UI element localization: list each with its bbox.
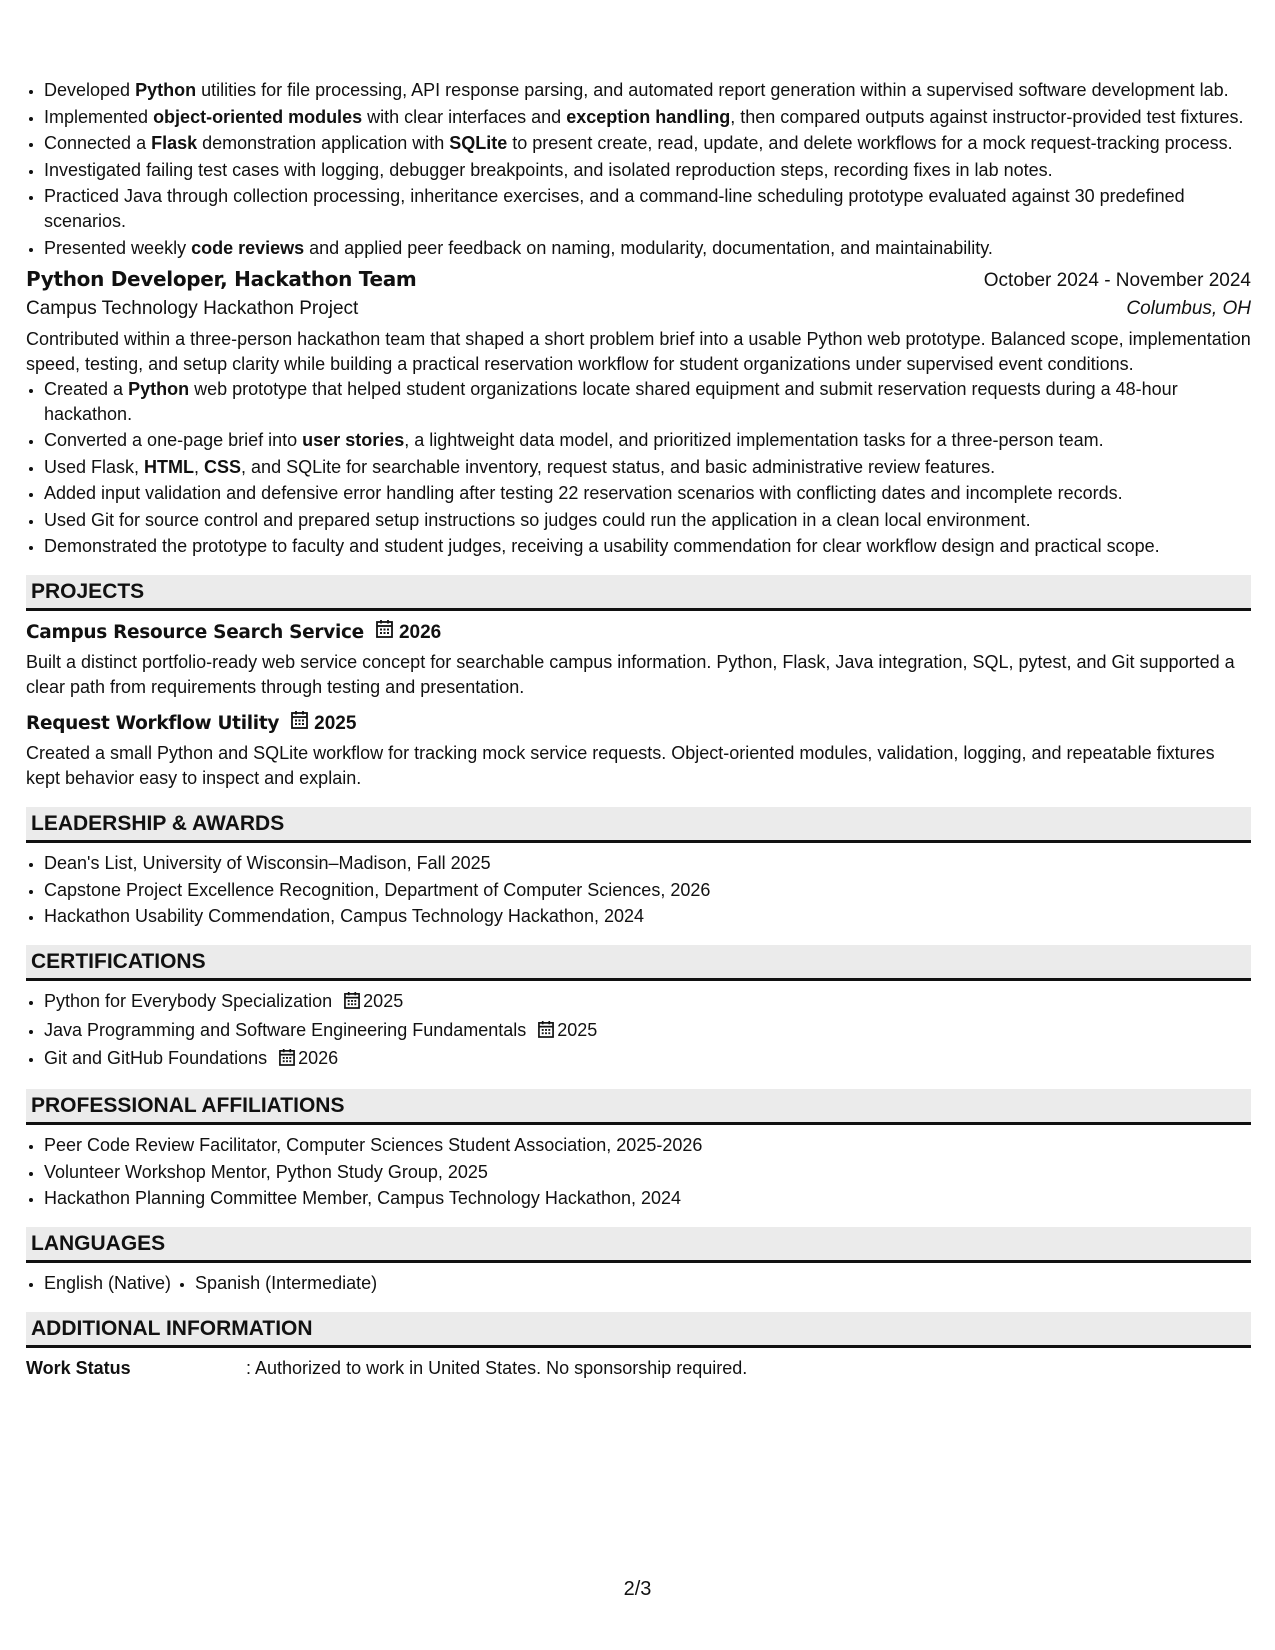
section-heading: LANGUAGES bbox=[26, 1227, 1251, 1263]
calendar-icon bbox=[538, 1020, 554, 1045]
section-heading: PROJECTS bbox=[26, 575, 1251, 611]
list-item: • Hackathon Planning Committee Member, Campus Technology Hackathon, 2024 bbox=[44, 1186, 1251, 1211]
list-item: • Spanish (Intermediate) bbox=[195, 1271, 377, 1296]
job-title: Python Developer, Hackathon Team bbox=[26, 266, 417, 291]
list-item: • Peer Code Review Facilitator, Computer Sciences Student Association, 2025-2026 bbox=[44, 1133, 1251, 1158]
list-item bbox=[44, 455, 1251, 480]
bold-text: CSS bbox=[204, 456, 242, 477]
text-run: Created a bbox=[44, 378, 129, 399]
project-year: 2026 bbox=[398, 621, 442, 643]
text-run: to present create, read, update, and delete workflows for a mock request-tracking process. bbox=[507, 133, 1233, 153]
certification-year: 2025 bbox=[363, 991, 404, 1011]
bold-text: HTML bbox=[144, 456, 195, 477]
affiliations-section bbox=[26, 1089, 1251, 1211]
info-value: : Authorized to work in United States. No sponsorship required. bbox=[246, 1358, 748, 1378]
job-summary: Contributed within a three-person hackathon team that shaped a short problem brief into a usable Python web prototype. Balanced scope, implementation speed, testing, and setup clarity while building a practical reservation workflow for student organizations under supervised event conditions. bbox=[26, 328, 1251, 374]
list-item: • Capstone Project Excellence Recognition, Department of Computer Sciences, 2026 bbox=[44, 878, 1251, 903]
section-heading: ADDITIONAL INFORMATION bbox=[26, 1312, 1251, 1348]
certifications-list bbox=[26, 989, 1251, 1073]
certification-name: Python for Everybody Specialization bbox=[44, 991, 333, 1011]
calendar-icon bbox=[376, 619, 393, 645]
job-organization: Campus Technology Hackathon Project bbox=[26, 297, 359, 319]
resume-page bbox=[26, 78, 1251, 1381]
job-location: Columbus, OH bbox=[1126, 297, 1251, 319]
list-item bbox=[44, 481, 1251, 506]
project-description: Created a small Python and SQLite workflow for tracking mock service requests. Object-oriented modules, validation, logging, and repeatable fixtures kept behavior easy to inspect and explain. bbox=[26, 743, 1215, 788]
certification-year: 2026 bbox=[298, 1048, 339, 1068]
list-item bbox=[44, 508, 1251, 533]
project-year: 2025 bbox=[314, 712, 357, 734]
text-run: Used Flask, bbox=[44, 456, 145, 477]
experience-bullet-list bbox=[26, 78, 1251, 261]
calendar-icon bbox=[279, 1048, 295, 1073]
languages-list bbox=[26, 1271, 1251, 1296]
job-header bbox=[26, 267, 1251, 293]
projects-section bbox=[26, 575, 1251, 791]
text-run: , a lightweight data model, and prioritized implementation tasks for a three-person team. bbox=[404, 430, 1104, 450]
list-item bbox=[44, 236, 1251, 261]
list-item bbox=[44, 534, 1251, 559]
affiliations-list bbox=[26, 1133, 1251, 1211]
text-run: Added input validation and defensive error handling after testing 22 reservation scenarios with conflicting dates and incomplete records. bbox=[44, 483, 1123, 503]
bold-text: code reviews bbox=[191, 237, 305, 258]
project-name: Request Workflow Utility bbox=[26, 712, 280, 734]
project-name: Campus Resource Search Service bbox=[26, 621, 364, 643]
bold-text: object-oriented modules bbox=[153, 106, 363, 127]
languages-section bbox=[26, 1227, 1251, 1296]
additional-info-section bbox=[26, 1312, 1251, 1381]
bold-text: SQLite bbox=[449, 133, 508, 153]
list-item bbox=[44, 1046, 1251, 1073]
list-item: • Hackathon Usability Commendation, Campus Technology Hackathon, 2024 bbox=[44, 904, 1251, 929]
leadership-section bbox=[26, 807, 1251, 929]
project-header bbox=[26, 619, 1251, 645]
section-heading: PROFESSIONAL AFFILIATIONS bbox=[26, 1089, 1251, 1125]
text-run: utilities for file processing, API response parsing, and automated report generation within a supervised software development lab. bbox=[196, 80, 1229, 100]
text-run: and applied peer feedback on naming, modularity, documentation, and maintainability. bbox=[304, 237, 993, 258]
bold-text: Python bbox=[128, 378, 190, 399]
text-run: Demonstrated the prototype to faculty and student judges, receiving a usability commendation for clear workflow design and practical scope. bbox=[44, 536, 1160, 556]
text-run: Investigated failing test cases with logging, debugger breakpoints, and isolated reproduction steps, recording fixes in lab notes. bbox=[44, 159, 1053, 180]
bold-text: exception handling bbox=[566, 106, 731, 127]
leadership-list bbox=[26, 851, 1251, 929]
text-run: Practiced Java through collection processing, inheritance exercises, and a command-line scheduling prototype evaluated against 30 predefined scenarios. bbox=[44, 186, 1185, 231]
text-run: with clear interfaces and bbox=[362, 106, 567, 127]
certification-name: Java Programming and Software Engineering Fundamentals bbox=[44, 1019, 527, 1040]
list-item bbox=[44, 989, 1251, 1016]
project-header bbox=[26, 710, 1251, 736]
text-run: Used Git for source control and prepared setup instructions so judges could run the application in a clean local environment. bbox=[44, 509, 1031, 530]
bold-text: user stories bbox=[302, 430, 405, 450]
list-item: • Dean's List, University of Wisconsin–Madison, Fall 2025 bbox=[44, 851, 1251, 876]
bold-text: Flask bbox=[151, 133, 198, 153]
text-run: , bbox=[194, 456, 205, 477]
bold-text: Python bbox=[135, 80, 197, 100]
text-run: web prototype that helped student organizations locate shared equipment and submit reservation requests during a 48-hour hackathon. bbox=[44, 378, 1178, 424]
job-subheader bbox=[26, 296, 1251, 321]
text-run: Presented weekly bbox=[44, 237, 192, 258]
certification-year: 2025 bbox=[557, 1019, 598, 1040]
list-item bbox=[44, 158, 1251, 183]
text-run: Implemented bbox=[44, 106, 154, 127]
text-run: Developed bbox=[44, 80, 136, 100]
list-item bbox=[44, 105, 1251, 130]
project-description: Built a distinct portfolio-ready web service concept for searchable campus information. Python, Flask, Java integration, SQL, pytest, and Git supported a clear path from requirements through testing and presentation. bbox=[26, 652, 1235, 697]
info-label: Work Status bbox=[26, 1358, 131, 1378]
job-bullet-list bbox=[26, 377, 1251, 560]
list-item bbox=[44, 1018, 1251, 1045]
list-item bbox=[44, 184, 1251, 234]
calendar-icon bbox=[344, 991, 360, 1016]
list-item: • English (Native) bbox=[44, 1271, 171, 1296]
certifications-section bbox=[26, 945, 1251, 1073]
text-run: demonstration application with bbox=[197, 133, 450, 153]
list-item bbox=[44, 131, 1251, 156]
section-heading: LEADERSHIP & AWARDS bbox=[26, 807, 1251, 843]
text-run: , then compared outputs against instructor-provided test fixtures. bbox=[730, 106, 1244, 127]
text-run: Connected a bbox=[44, 133, 152, 153]
text-run: Converted a one-page brief into bbox=[44, 430, 303, 450]
calendar-icon bbox=[291, 710, 308, 736]
page-number: 2/3 bbox=[623, 1578, 652, 1600]
job-dates: October 2024 - November 2024 bbox=[983, 269, 1251, 291]
list-item bbox=[44, 377, 1251, 427]
info-row bbox=[26, 1356, 1251, 1381]
list-item: • Volunteer Workshop Mentor, Python Study Group, 2025 bbox=[44, 1160, 1251, 1185]
text-run: , and SQLite for searchable inventory, request status, and basic administrative review features. bbox=[241, 456, 996, 477]
list-item bbox=[44, 78, 1251, 103]
section-heading: CERTIFICATIONS bbox=[26, 945, 1251, 981]
list-item bbox=[44, 428, 1251, 453]
certification-name: Git and GitHub Foundations bbox=[44, 1048, 268, 1068]
